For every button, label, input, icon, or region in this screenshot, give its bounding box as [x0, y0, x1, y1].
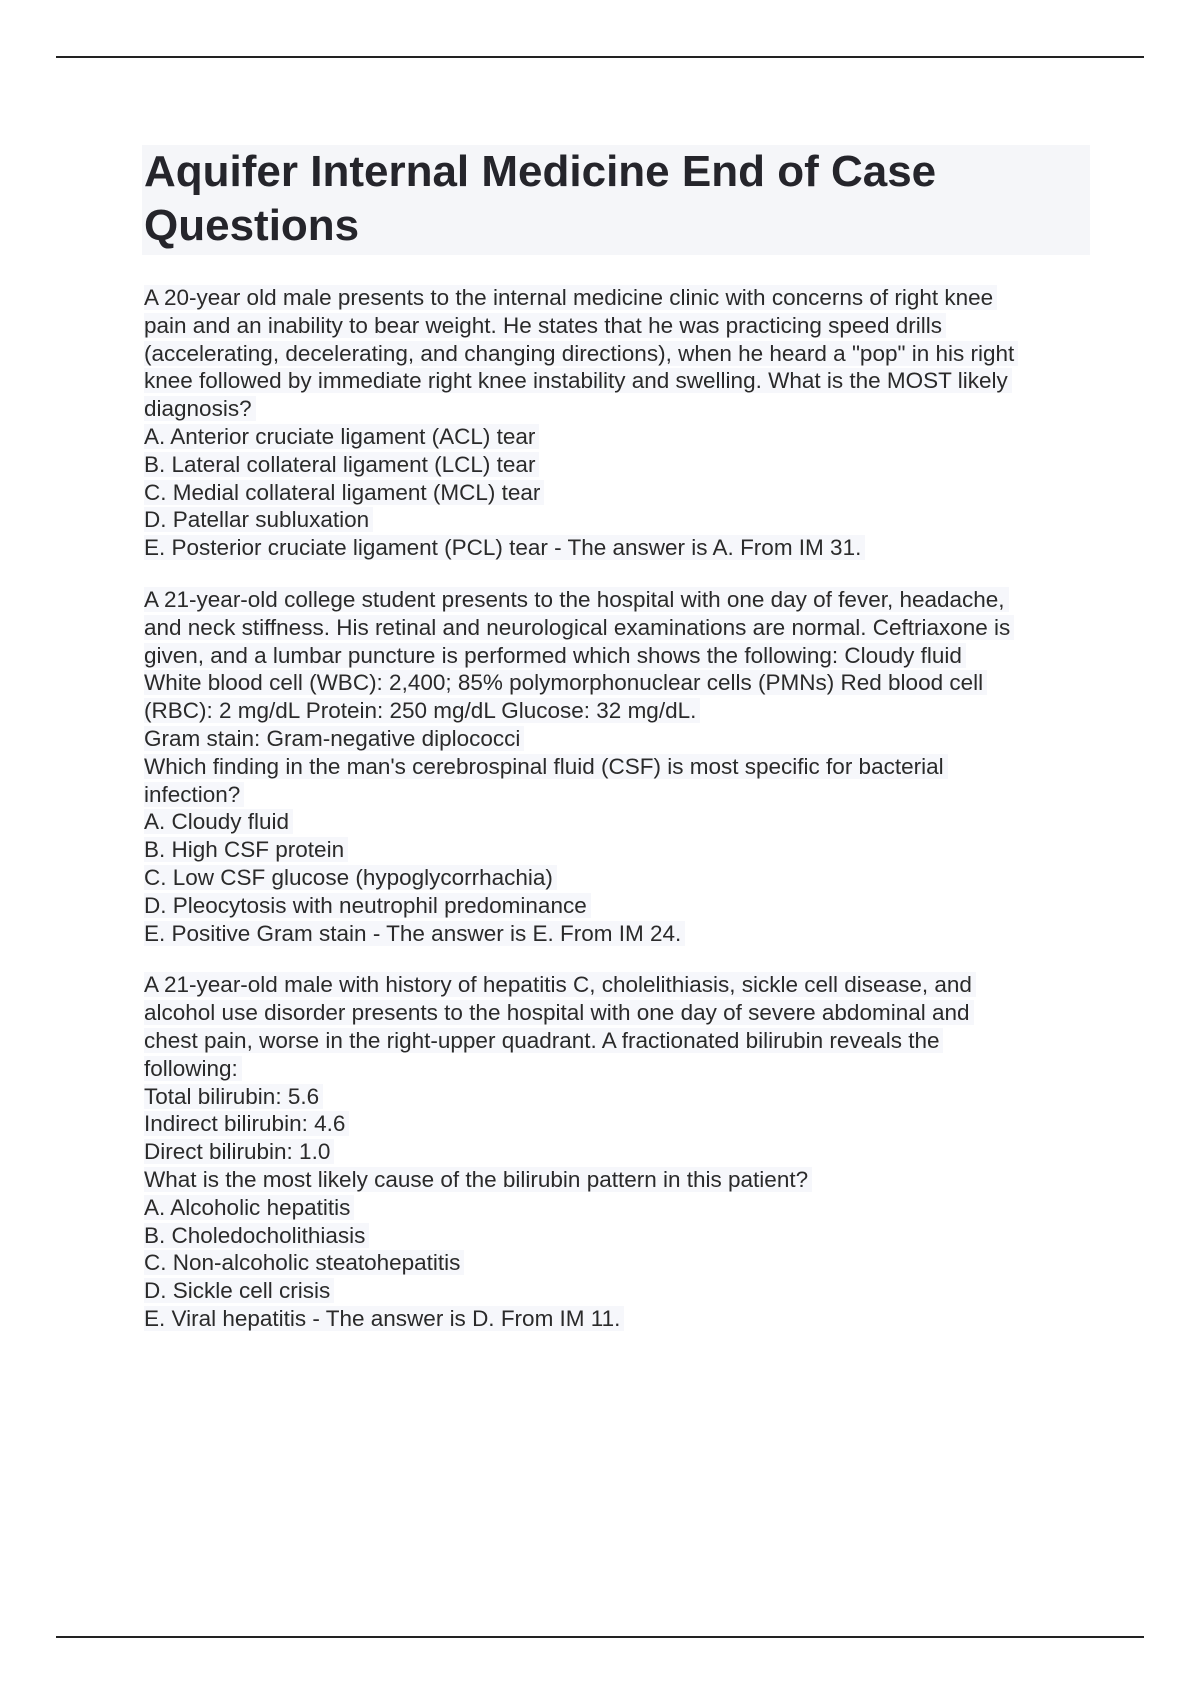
answer-option: A. Anterior cruciate ligament (ACL) tear: [144, 424, 539, 449]
question-text-line: Gram stain: Gram-negative diplococci: [144, 726, 524, 751]
answer-option: B. High CSF protein: [144, 837, 348, 862]
question-text-line: A 21-year-old male with history of hepatitis C, cholelithiasis, sickle cell disease, and: [144, 972, 976, 997]
question-text-line: (accelerating, decelerating, and changing directions), when he heard a "pop" in his right: [144, 341, 1018, 366]
question-text-line: given, and a lumbar puncture is performed which shows the following: Cloudy fluid: [144, 643, 966, 668]
question-list: [144, 284, 1090, 1357]
question-text-line: (RBC): 2 mg/dL Protein: 250 mg/dL Glucose: 32 mg/dL.: [144, 698, 700, 723]
question-text-line: diagnosis?: [144, 396, 256, 421]
question-text-line: A 21-year-old college student presents to the hospital with one day of fever, headache,: [144, 587, 1009, 612]
answer-option: A. Cloudy fluid: [144, 809, 293, 834]
answer-option: C. Medial collateral ligament (MCL) tear: [144, 480, 544, 505]
answer-option: D. Pleocytosis with neutrophil predominance: [144, 893, 591, 918]
question-text-line: infection?: [144, 782, 244, 807]
question-text-line: chest pain, worse in the right-upper quadrant. A fractionated bilirubin reveals the: [144, 1028, 943, 1053]
title-line: Aquifer Internal Medicine End of Case: [144, 147, 937, 196]
lab-value-line: Total bilirubin: 5.6: [144, 1084, 323, 1109]
answer-option: B. Choledocholithiasis: [144, 1223, 369, 1248]
question-block-1: [144, 284, 1090, 562]
question-text-line: knee followed by immediate right knee instability and swelling. What is the MOST likely: [144, 368, 1012, 393]
page-title: [142, 145, 1090, 253]
question-text-line: alcohol use disorder presents to the hospital with one day of severe abdominal and: [144, 1000, 974, 1025]
answer-option: C. Low CSF glucose (hypoglycorrhachia): [144, 865, 557, 890]
answer-option: C. Non-alcoholic steatohepatitis: [144, 1250, 464, 1275]
answer-option: D. Patellar subluxation: [144, 507, 373, 532]
question-block-2: [144, 586, 1090, 947]
lab-value-line: Direct bilirubin: 1.0: [144, 1139, 334, 1164]
question-text-line: White blood cell (WBC): 2,400; 85% polymorphonuclear cells (PMNs) Red blood cell: [144, 670, 987, 695]
question-text-line: pain and an inability to bear weight. He states that he was practicing speed drills: [144, 313, 946, 338]
question-text-line: following:: [144, 1056, 242, 1081]
answer-option: B. Lateral collateral ligament (LCL) tear: [144, 452, 539, 477]
bottom-rule: [56, 1636, 1144, 1638]
answer-option-with-key: E. Posterior cruciate ligament (PCL) tear - The answer is A. From IM 31.: [144, 535, 865, 560]
answer-option-with-key: E. Viral hepatitis - The answer is D. From IM 11.: [144, 1306, 624, 1331]
answer-option: A. Alcoholic hepatitis: [144, 1195, 354, 1220]
question-text-line: Which finding in the man's cerebrospinal fluid (CSF) is most specific for bacterial: [144, 754, 948, 779]
question-block-3: [144, 971, 1090, 1332]
top-rule: [56, 56, 1144, 58]
question-text-line: A 20-year old male presents to the internal medicine clinic with concerns of right knee: [144, 285, 997, 310]
question-text-line: What is the most likely cause of the bilirubin pattern in this patient?: [144, 1167, 812, 1192]
answer-option: D. Sickle cell crisis: [144, 1278, 334, 1303]
question-text-line: and neck stiffness. His retinal and neurological examinations are normal. Ceftriaxone is: [144, 615, 1014, 640]
lab-value-line: Indirect bilirubin: 4.6: [144, 1111, 349, 1136]
title-line: Questions: [144, 201, 360, 250]
title-band: [142, 145, 1090, 255]
answer-option-with-key: E. Positive Gram stain - The answer is E. From IM 24.: [144, 921, 685, 946]
